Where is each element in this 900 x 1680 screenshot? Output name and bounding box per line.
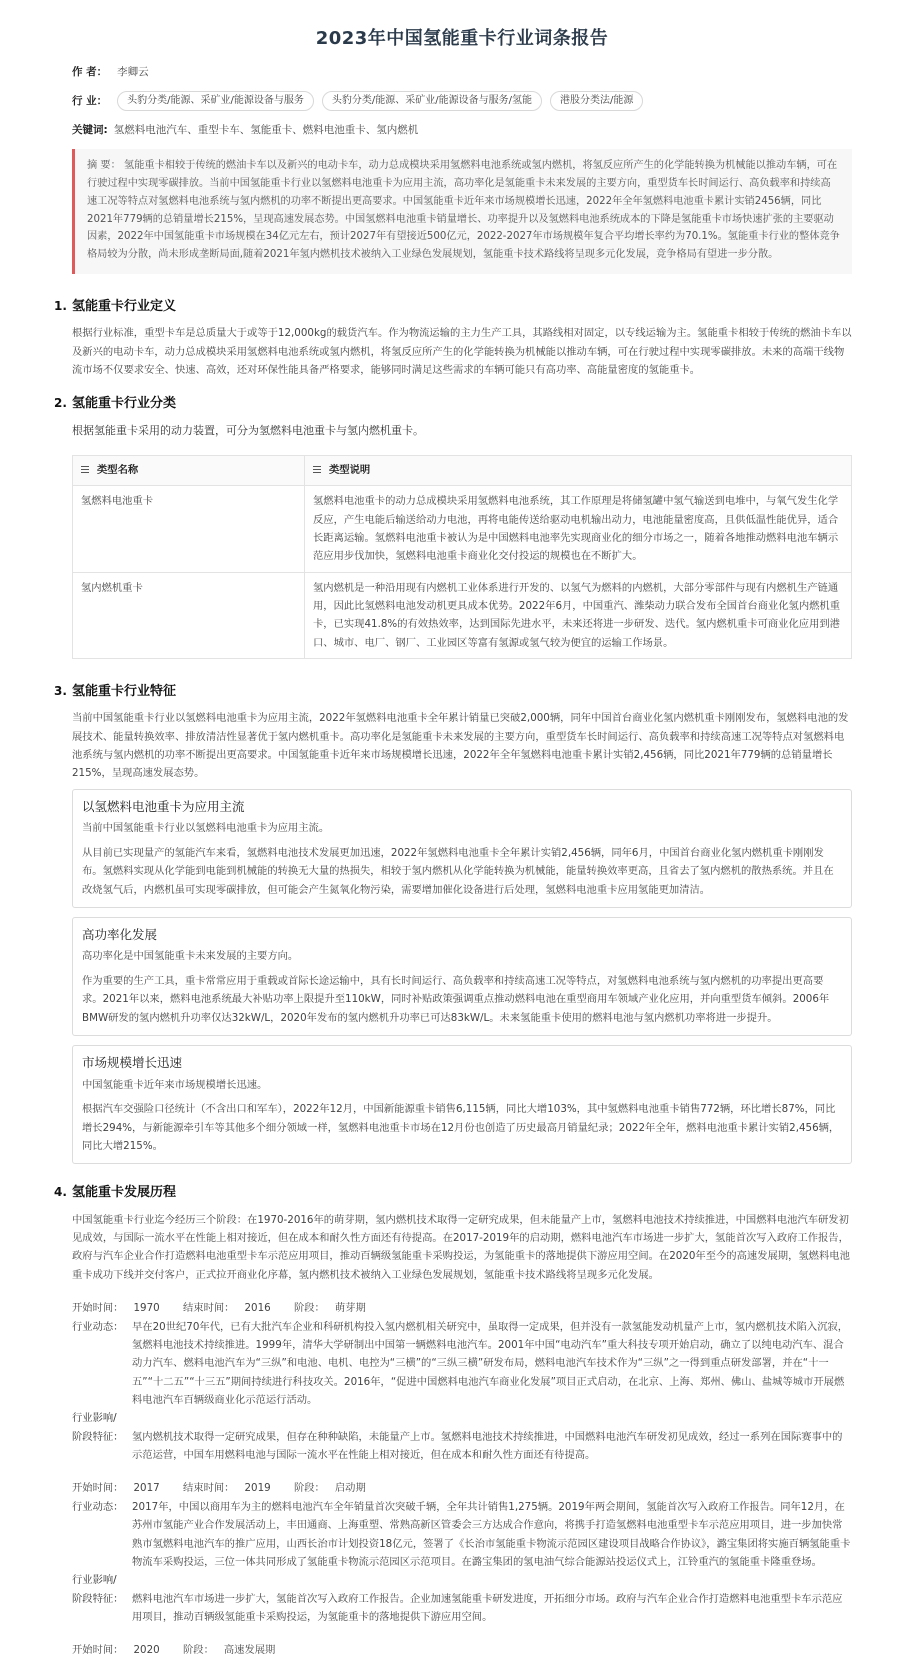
stage-impact-label: 行业影响/ — [72, 1574, 117, 1587]
table-header-row — [73, 455, 852, 486]
table-row — [73, 486, 852, 572]
section-classification — [54, 393, 852, 659]
section-title: 氢能重卡行业定义 — [72, 299, 177, 315]
stage-feature-row — [72, 1590, 852, 1627]
industry-label: 行 业： — [72, 94, 108, 107]
section-definition — [54, 296, 852, 379]
keywords-row — [72, 121, 852, 139]
section-heading — [54, 296, 852, 318]
stage-phase: 阶段： 萌芽期 — [293, 1301, 366, 1314]
author-row — [72, 63, 852, 81]
type-desc-cell: 氢燃料电池重卡的动力总成模块采用氢燃料电池系统，其工作原理是将储氢罐中氢气输送到电堆中，与氧气发生化学反应，产生电能后输送给动力电池，再将电能传送给驱动电机输出动力，电池能量密度高，且供低温性能优异，适合长距离运输。氢燃料电池重卡被认为是中国燃料电池率先实现商业化的细分市场之一，随着各地推动燃料电池车辆示范应用步伐加快，氢燃料电池重卡商业化交付投运的规模也在不断扩大。 — [305, 486, 852, 572]
stage-dynamic-text: 2017年，中国以商用车为主的燃料电池汽车全年销量首次突破千辆，全年共计销售1,275辆。2019年两会期间，氢能首次写入政府工作报告。同年12月，在苏州市氢能产业合作发展活动上，丰田通商、上海重塑、常熟高新区管委会三方达成合作意向，将携手打造氢燃料电池重型卡车示范应用项目，进一步加快常熟市氢燃料电池汽车的推广应用，山西长治市计划投资18亿元，签署了《长治市氢能重卡物流示范园区建设项目战略合作协议》，潞宝集团将实施百辆氢能重卡物流车采购投运，三位一体共同形成了氢能重卡物流示范园区示范项目。在潞宝集团的氢电油气综合能源站投运仪式上，江铃重汽的氢能重卡隆重登场。 — [132, 1500, 851, 1568]
industry-tags — [117, 91, 643, 111]
report-title: 2023年中国氢能重卡行业词条报告 — [315, 28, 609, 49]
list-icon — [313, 464, 321, 475]
feature-card-summary: 当前中国氢能重卡行业以氢燃料电池重卡为应用主流。 — [82, 822, 330, 835]
table-header-type[interactable]: 类型名称 — [73, 455, 305, 486]
author-label: 作 者： — [72, 65, 108, 78]
feature-card-title: 高功率化发展 — [82, 926, 158, 942]
table-header-desc[interactable]: 类型说明 — [305, 455, 852, 486]
stage-end: 结束时间： 2019 — [182, 1482, 271, 1495]
stage-dynamic-row — [72, 1318, 852, 1410]
stage-header — [72, 1480, 852, 1498]
type-desc-cell: 氢内燃机是一种沿用现有内燃机工业体系进行开发的、以氢气为燃料的内燃机，大部分零部件与现有内燃机生产链通用，因此比氢燃料电池发动机更具成本优势。2022年6月，中国重汽、潍柴动力联合发布全国首台商业化氢内燃机重卡，已实现41.8%的有效热效率，达到国际先进水平，未来还将进一步研发、迭代。氢内燃机重卡可商业化应用到港口、城市、电厂、钢厂、工业园区等富有氢源或氢气较为便宜的运输工作场景。 — [305, 572, 852, 658]
stage-start: 开始时间： 2020 — [72, 1644, 160, 1657]
stage-feature-text: 燃料电池汽车市场进一步扩大，氢能首次写入政府工作报告。企业加速氢能重卡研发进度，开拓细分市场。政府与汽车企业合作打造燃料电池重型卡车示范应用项目，推动百辆级氢能重卡采购投运，为氢能重卡的落地提供下游应用空间。 — [132, 1592, 843, 1623]
type-name-cell: 氢燃料电池重卡 — [73, 486, 305, 572]
feature-card-body: 根据汽车交强险口径统计（不含出口和军车），2022年12月，中国新能源重卡销售6,115辆，同比大增103%，其中氢燃料电池重卡销售772辆，环比增长87%，同比增长294%，与新能源牵引车等其他多个细分领域一样，氢燃料电池重卡市场在12月份也创造了历史最高月销量纪录；2022年全年，燃料电池重卡累计实销2,456辆，同比大增215%。 — [82, 1103, 840, 1152]
section-intro: 根据氢能重卡采用的动力装置，可分为氢燃料电池重卡与氢内燃机重卡。 — [72, 423, 424, 437]
type-name-cell: 氢内燃机重卡 — [73, 572, 305, 658]
industry-row — [72, 91, 852, 111]
feature-card-title: 以氢燃料电池重卡为应用主流 — [82, 798, 245, 814]
keywords-label: 关键词: — [72, 124, 108, 136]
section-heading — [54, 1182, 852, 1204]
industry-tag[interactable]: 头豹分类/能源、采矿业/能源设备与服务/氢能 — [322, 91, 542, 111]
history-stage — [72, 1300, 852, 1464]
stage-phase: 阶段： 高速发展期 — [182, 1644, 276, 1657]
feature-card-body: 从目前已实现量产的氢能汽车来看，氢燃料电池技术发展更加迅速，2022年氢燃料电池重卡全年累计实销2,456辆，同年6月，中国首台商业化氢内燃机重卡刚刚发布。氢燃料实现从化学能到电能到机械能的转换无大量的热损失，相较于氢内燃机从化学能转换为机械能，能量转换效率更高，且省去了氢内燃机的散热系统。并且在改烧氢气后，内燃机虽可实现零碳排放，但可能会产生氮氧化物污染，需要增加催化设备进行后处理，氢燃料电池重卡应用氢能更加清洁。 — [82, 846, 834, 896]
stage-end: 结束时间： 2016 — [182, 1301, 271, 1314]
stage-feature-label: 阶段特征： — [72, 1592, 124, 1605]
section-number: 3. — [54, 684, 67, 699]
feature-card-title: 市场规模增长迅速 — [82, 1055, 183, 1071]
section-text: 根据行业标准，重型卡车是总质量大于或等于12,000kg的载货汽车。作为物流运输的主力生产工具，其路线相对固定，以专线运输为主。氢能重卡相较于传统的燃油卡车以及新兴的电动卡车，动力总成模块采用氢燃料电池系统或氢内燃机，将氢反应所产生的化学能转换为机械能以推动车辆，可在行驶过程中实现零碳排放。未来的高端干线物流市场不仅要求安全、快速、高效，还对环保性能具备严格要求，能够同时满足这些需求的车辆可能只有高功率、高能量密度的氢能重卡。 — [72, 327, 852, 377]
stage-header — [72, 1300, 852, 1318]
list-icon — [81, 464, 89, 475]
classification-table — [72, 455, 852, 659]
stage-dynamic-label: 行业动态： — [72, 1500, 124, 1513]
section-title: 氢能重卡行业分类 — [72, 396, 177, 412]
stage-impact-row — [72, 1409, 852, 1427]
stage-dynamic-text: 早在20世纪70年代，已有大批汽车企业和科研机构投入氢内燃机相关研究中，虽取得一定成果，但并没有一款氢能发动机量产上市，氢内燃机技术陷入沉寂，氢燃料电池技术持续推进。1999年，清华大学研制出中国第一辆燃料电池汽车。2001年中国“电动汽车”重大科技专项开始启动，确立了以纯电动汽车、混合动力汽车、燃料电池汽车为“三纵”和电池、电机、电控为“三横”的“三纵三横”研发布局，燃料电池汽车技术作为“三纵”之一得到重点研发部署，并在“十一五”“十二五”“十三五”期间持续进行科技攻关。2016年，“促进中国燃料电池汽车商业化发展”项目正式启动，在北京、上海、郑州、佛山、盐城等城市开展燃料电池汽车百辆级商业化示范运行活动。 — [132, 1320, 849, 1406]
history-stage — [72, 1480, 852, 1626]
table-row — [73, 572, 852, 658]
stage-phase: 阶段： 启动期 — [293, 1482, 366, 1495]
stage-feature-text: 氢内燃机技术取得一定研究成果，但存在种种缺陷，未能量产上市。氢燃料电池技术持续推进，中国燃料电池汽车研发初见成效，经过一系列在国际赛事中的示范运营，中国车用燃料电池与国际一流水平在性能上相对接近，但在成本和耐久性方面还有待提高。 — [132, 1430, 843, 1461]
section-number: 2. — [54, 396, 67, 411]
section-heading — [54, 681, 852, 703]
section-title: 氢能重卡行业特征 — [72, 684, 177, 700]
industry-tag[interactable]: 头豹分类/能源、采矿业/能源设备与服务 — [117, 91, 314, 111]
feature-card — [72, 917, 852, 1036]
section-number: 1. — [54, 299, 67, 314]
section-heading — [54, 393, 852, 415]
stage-start: 开始时间： 1970 — [72, 1301, 160, 1314]
stage-dynamic-label: 行业动态： — [72, 1320, 124, 1333]
stage-feature-row — [72, 1428, 852, 1465]
stage-header — [72, 1642, 852, 1660]
section-title: 氢能重卡发展历程 — [72, 1185, 177, 1201]
feature-card — [72, 1045, 852, 1164]
feature-card-summary: 高功率化是中国氢能重卡未来发展的主要方向。 — [82, 950, 299, 963]
section-history — [54, 1182, 852, 1660]
stage-impact-label: 行业影响/ — [72, 1412, 117, 1425]
section-text: 中国氢能重卡行业迄今经历三个阶段：在1970-2016年的萌芽期，氢内燃机技术取得一定研究成果，但未能量产上市，氢燃料电池技术持续推进，中国燃料电池汽车研发初见成效，与国际一流水平在性能上相对接近，但在成本和耐久性方面还有待提高。在2017-2019年的启动期，燃料电池汽车市场进一步扩大，氢能首次写入政府工作报告，政府与汽车企业合作打造燃料电池重型卡车示范应用项目，推动百辆级氢能重卡采购投运，为氢能重卡的落地提供下游应用空间。在2020年至今的高速发展期，氢燃料电池重卡成功下线并交付客户，正式拉开商业化序幕，氢内燃机技术被纳入工业绿色发展规划，氢能重卡技术路线将呈现多元化发展。 — [72, 1213, 850, 1281]
stage-feature-label: 阶段特征： — [72, 1430, 124, 1443]
industry-tag[interactable]: 港股分类法/能源 — [550, 91, 643, 111]
author-name: 李卿云 — [117, 65, 149, 78]
abstract-block: 摘 要： 氢能重卡相较于传统的燃油卡车以及新兴的电动卡车，动力总成模块采用氢燃料电池系统或氢内燃机，将氢反应所产生的化学能转换为机械能以推动车辆，可在行驶过程中实现零碳排放。当前中国氢能重卡行业以氢燃料电池重卡为应用主流，高功率化是氢能重卡未来发展的主要方向，重型货车长时间运行、高负载率和持续高速工况等特点对氢燃料电池系统与氢内燃机的功率不断提出更高要求。中国氢能重卡近年来市场规模增长迅速，2022年全年氢燃料电池重卡累计实销2456辆，同比2021年779辆的总销量增长215%，呈现高速发展态势。中国氢燃料电池重卡销量增长、功率提升以及氢燃料电池系统成本的下降是氢能重卡市场快速扩张的主要驱动因素，2022年中国氢能重卡市场规模在34亿元左右，预计2027年有望接近500亿元，2022-2027年市场规模年复合平均增长率约为70.1%。氢能重卡行业的整体竞争格局较为分散，尚未形成垄断局面,随着2021年氢内燃机技术被纳入工业绿色发展规划，氢能重卡技术路线将呈现多元化发展，竞争格局有望进一步分散。 — [72, 149, 852, 274]
stage-impact-row — [72, 1571, 852, 1589]
section-number: 4. — [54, 1185, 67, 1200]
section-text: 当前中国氢能重卡行业以氢燃料电池重卡为应用主流，2022年氢燃料电池重卡全年累计销量已突破2,000辆，同年中国首台商业化氢内燃机重卡刚刚发布，氢燃料电池的发展技术、能量转换效率、排放清洁性显著优于氢内燃机重卡。高功率化是氢能重卡未来发展的主要方向，重型货车长时间运行、高负载率和持续高速工况等特点对氢燃料电池系统与氢内燃机的功率不断提出更高要求。中国氢能重卡近年来市场规模增长迅速，2022年全年氢燃料电池重卡累计实销2,456辆，同比2021年779辆的总销量增长215%，呈现高速发展态势。 — [72, 712, 849, 780]
section-features — [54, 681, 852, 1164]
keywords-value: 氢燃料电池汽车、重型卡车、氢能重卡、燃料电池重卡、氢内燃机 — [113, 124, 419, 136]
feature-card — [72, 789, 852, 908]
stage-dynamic-row — [72, 1498, 852, 1571]
stage-start: 开始时间： 2017 — [72, 1482, 160, 1495]
history-stage — [72, 1642, 852, 1660]
feature-card-summary: 中国氢能重卡近年来市场规模增长迅速。 — [82, 1078, 268, 1091]
feature-card-body: 作为重要的生产工具，重卡常常应用于重载或首际长途运输中，具有长时间运行、高负载率和持续高速工况等特点，对氢燃料电池系统与氢内燃机的功率提出更高要求。2021年以来，燃料电池系统最大补贴功率上限提升至110kW，同时补贴政策强调重点推动燃料电池在重型商用车领域产业化应用，并向重型货车倾斜。2006年BMW研发的氢内燃机升功率仅达32kW/L，2020年发布的氢内燃机升功率已可达83kW/L。未来氢能重卡使用的燃料电池与氢内燃机功率将进一步提升。 — [82, 975, 830, 1024]
